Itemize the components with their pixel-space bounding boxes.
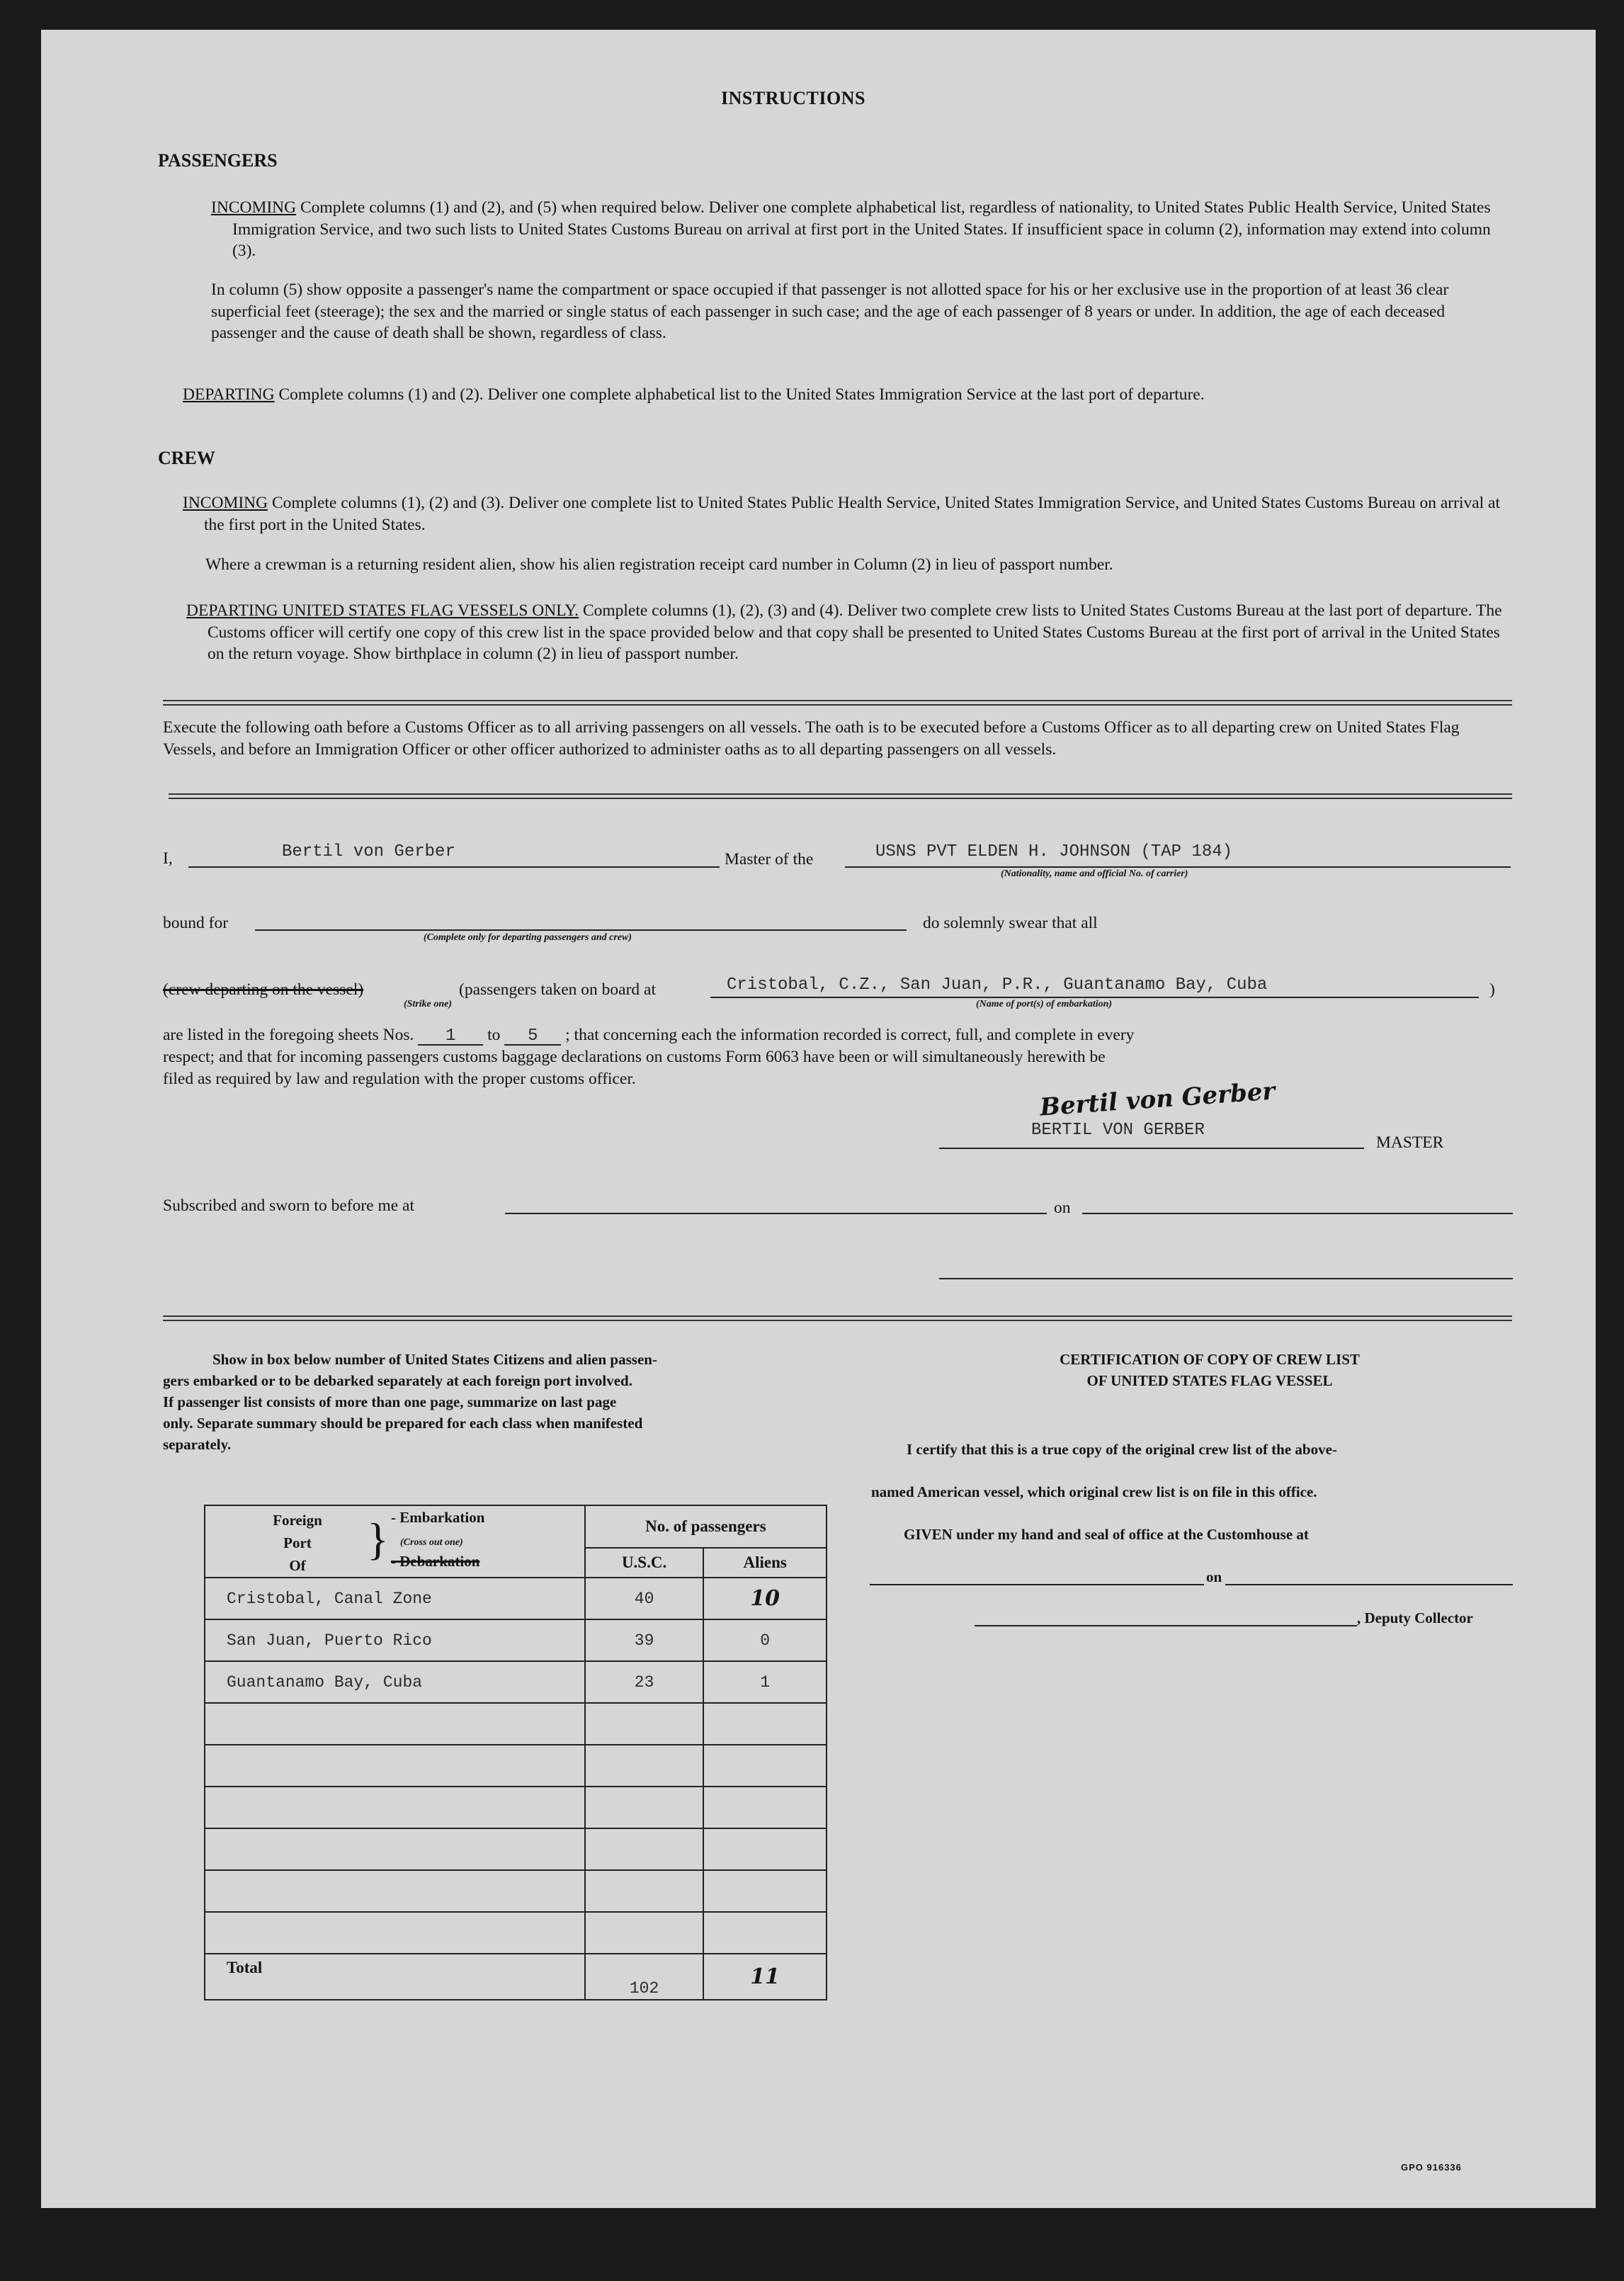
total-row	[205, 1954, 827, 2000]
row-aliens: 10	[703, 1578, 827, 1619]
row-port: San Juan, Puerto Rico	[205, 1619, 585, 1661]
oath-i-label: I,	[163, 849, 173, 868]
row-aliens: 1	[703, 1661, 827, 1703]
row-usc: 39	[585, 1619, 704, 1661]
sheet-to-value: 5	[504, 1029, 561, 1046]
ports-value: Cristobal, C.Z., San Juan, P.R., Guantanamo Bay, Cuba	[727, 975, 1268, 995]
passengers-incoming-p1: Complete columns (1) and (2), and (5) when required below. Deliver one complete alphabetical list, regardless of nationality, to United States Public Health Service, United States Immigration Service, and two such lists to United States Customs Bureau on arrival at first port in the United States. If insufficient space in column (2), information may extend into column (3).	[232, 198, 1491, 260]
summary-table	[204, 1505, 827, 2000]
col-usc: U.S.C.	[585, 1548, 704, 1578]
row-aliens: 0	[703, 1619, 827, 1661]
master-signature: Bertil von Gerber	[1039, 1077, 1276, 1122]
cross-out-caption: (Cross out one)	[400, 1537, 463, 1548]
port-header	[205, 1505, 585, 1578]
passengers-incoming-p2: In column (5) show opposite a passenger's name the compartment or space occupied if that passenger is not allotted space for his or her exclusive use in the proportion of at least 36 clear superficial feet (steerage); the sex and the married or single status of each passenger in such case; and the age of each passenger of 8 years or under. In addition, the age of each deceased passenger and the cause of death shall be shown, regardless of class.	[211, 281, 1449, 342]
debarkation-label: - Debarkation	[391, 1553, 480, 1570]
crew-incoming-label: INCOMING	[183, 494, 268, 512]
deputy-signature-line	[975, 1625, 1357, 1626]
bound-for-caption: (Complete only for departing passengers and crew)	[424, 932, 632, 943]
master-label: MASTER	[1376, 1133, 1444, 1152]
row-usc: 23	[585, 1661, 704, 1703]
table-row	[205, 1661, 827, 1703]
vessel-caption: (Nationality, name and official No. of carrier)	[1001, 868, 1188, 879]
total-usc: 102	[585, 1954, 704, 2000]
subscribed-on-label: on	[1054, 1199, 1071, 1217]
master-of-label: Master of the	[725, 850, 814, 868]
total-label: Total	[205, 1954, 585, 2000]
oath-intro: Execute the following oath before a Customs Officer as to all arriving passengers on all vessels. The oath is to be executed before a Customs Officer as to all departing crew on United States Flag Vessels, and before an Immigration Officer or other officer authorized to administer oaths as to all departing passengers on all vessels.	[163, 718, 1460, 759]
listed-rest-2: respect; and that for incoming passengers customs baggage declarations on customs Form 6063 have been or will simultaneously herewith be	[163, 1048, 1106, 1066]
table-row	[205, 1912, 827, 1954]
summary-note-5: separately.	[163, 1436, 232, 1453]
to-label: to	[487, 1026, 501, 1044]
listed-label: are listed in the foregoing sheets Nos.	[163, 1026, 414, 1044]
certification-date-line	[1225, 1584, 1513, 1585]
certification-title-1: CERTIFICATION OF COPY OF CREW LIST	[1060, 1351, 1360, 1368]
page-title: INSTRUCTIONS	[721, 88, 865, 108]
master-name-line	[188, 866, 720, 868]
swear-label: do solemnly swear that all	[923, 914, 1098, 932]
form-page	[41, 30, 1596, 2208]
crew-incoming-text	[183, 492, 1514, 536]
subscribed-label: Subscribed and sworn to before me at	[163, 1196, 415, 1215]
passengers-departing-label: DEPARTING	[183, 385, 275, 404]
subscribed-place-line	[505, 1213, 1047, 1214]
table-row	[205, 1828, 827, 1870]
embarkation-label: - Embarkation	[391, 1509, 485, 1526]
officer-signature-line	[939, 1278, 1513, 1279]
listed-rest-3: filed as required by law and regulation with the proper customs officer.	[163, 1070, 636, 1088]
strike-caption: (Strike one)	[404, 999, 453, 1009]
subscribed-date-line	[1082, 1213, 1513, 1214]
taken-text: (passengers taken on board at	[459, 980, 656, 999]
certification-body-1: I certify that this is a true copy of the original crew list of the above-	[907, 1441, 1337, 1458]
divider	[163, 1315, 1512, 1321]
ports-line	[710, 997, 1479, 998]
ports-caption: (Name of port(s) of embarkation)	[976, 999, 1113, 1009]
crew-departing-text	[186, 600, 1518, 665]
divider	[169, 793, 1512, 799]
gpo-code: GPO 916336	[1401, 2162, 1462, 2173]
row-port: Guantanamo Bay, Cuba	[205, 1661, 585, 1703]
summary-note	[163, 1349, 786, 1455]
table-row	[205, 1619, 827, 1661]
close-paren: )	[1489, 980, 1495, 999]
certification-body-3: GIVEN under my hand and seal of office at the Customhouse at	[904, 1526, 1309, 1543]
summary-note-4: only. Separate summary should be prepared for each class when manifested	[163, 1415, 643, 1432]
col-port: Port	[283, 1534, 312, 1551]
row-usc: 40	[585, 1578, 704, 1619]
typed-master-name: BERTIL VON GERBER	[1031, 1121, 1205, 1140]
sheet-from-value: 1	[418, 1029, 483, 1046]
passengers-departing-p: Complete columns (1) and (2). Deliver one complete alphabetical list to the United States Immigration Service at the last port of departure.	[278, 385, 1205, 404]
deputy-collector-label: , Deputy Collector	[1357, 1609, 1473, 1626]
crew-departing-p: Complete columns (1), (2), (3) and (4). Deliver two complete crew lists to United States Customs Bureau at the last port of departure. The Customs officer will certify one copy of this crew list in the space provided below and that copy shall be presented to United States Customs Bureau at the first port of arrival in the United States on the return voyage. Show birthplace in column (2) in lieu of passport number.	[208, 601, 1502, 663]
col-aliens: Aliens	[703, 1548, 827, 1578]
table-row	[205, 1870, 827, 1912]
crew-incoming-p1: Complete columns (1), (2) and (3). Deliver one complete list to United States Public Health Service, United States Immigration Service, and United States Customs Bureau on arrival at the first port in the United States.	[204, 494, 1501, 534]
sheets-line	[163, 1024, 1509, 1046]
summary-note-1: Show in box below number of United States Citizens and alien passen-	[212, 1351, 657, 1368]
crew-incoming-p2: Where a crewman is a returning resident alien, show his alien registration receipt card number in Column (2) in lieu of passport number.	[205, 555, 1113, 574]
certification-body-2: named American vessel, which original crew list is on file in this office.	[871, 1483, 1317, 1500]
summary-note-2: gers embarked or to be debarked separately at each foreign port involved.	[163, 1372, 632, 1389]
table-row	[205, 1578, 827, 1619]
vessel-value: USNS PVT ELDEN H. JOHNSON (TAP 184)	[875, 842, 1233, 861]
customhouse-line	[870, 1584, 1204, 1585]
table-row	[205, 1787, 827, 1828]
passengers-incoming-label: INCOMING	[211, 198, 297, 217]
bound-for-line	[255, 929, 907, 931]
divider	[163, 700, 1512, 706]
passengers-departing-text	[183, 384, 1514, 406]
listed-rest-1: ; that concerning each the information recorded is correct, full, and complete in every	[565, 1026, 1135, 1044]
certification-on-label: on	[1206, 1568, 1222, 1585]
crew-heading: CREW	[158, 448, 215, 468]
row-port: Cristobal, Canal Zone	[205, 1578, 585, 1619]
col-passengers: No. of passengers	[585, 1505, 827, 1548]
col-of: Of	[289, 1557, 306, 1574]
crew-departing-label: DEPARTING UNITED STATES FLAG VESSELS ONLY.	[186, 601, 579, 620]
certification-title-2: OF UNITED STATES FLAG VESSEL	[1086, 1372, 1333, 1389]
passengers-heading: PASSENGERS	[158, 150, 278, 171]
master-name-value: Bertil von Gerber	[282, 842, 455, 861]
brace-icon: }	[367, 1514, 389, 1564]
passengers-incoming-text	[211, 197, 1514, 262]
certification-title	[919, 1349, 1500, 1391]
struck-crew-text: (crew departing on the vessel)	[163, 980, 364, 999]
col-foreign: Foreign	[273, 1512, 322, 1529]
bound-for-label: bound for	[163, 914, 229, 932]
table-row	[205, 1745, 827, 1787]
table-row	[205, 1703, 827, 1745]
summary-note-3: If passenger list consists of more than one page, summarize on last page	[163, 1393, 617, 1410]
total-aliens: 11	[703, 1954, 827, 2000]
signature-line	[939, 1148, 1364, 1149]
vessel-line	[845, 866, 1511, 868]
